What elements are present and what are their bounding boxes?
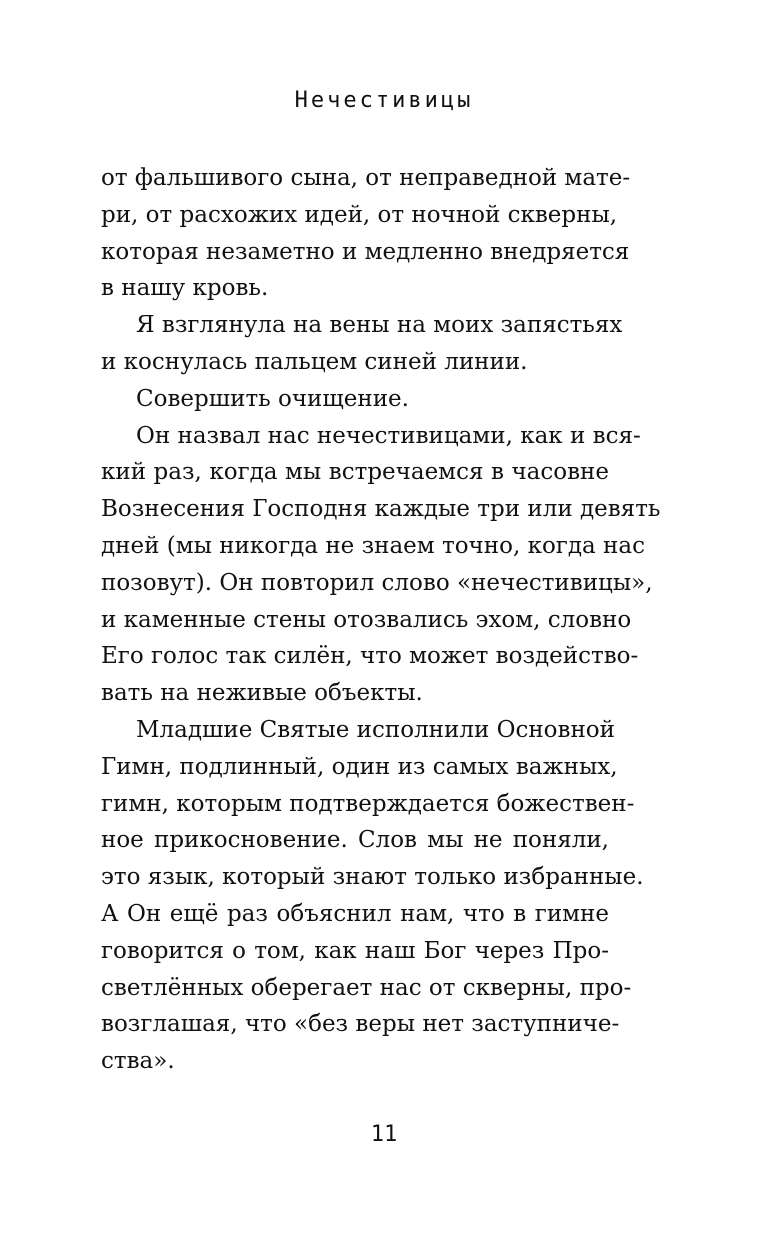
paragraph-4: [101, 418, 661, 712]
text-line: Совершить очищение.: [136, 385, 409, 412]
paragraph-1: [101, 160, 631, 307]
page-number: 11: [370, 1122, 398, 1147]
text-line: дней (мы никогда не знаем точно, когда нас: [101, 532, 645, 559]
text-line: ное прикосновение. Слов мы не поняли,: [101, 827, 609, 854]
text-line: вать на неживые объекты.: [101, 680, 423, 707]
text-line: Я взглянула на вены на моих запястьях: [136, 312, 623, 339]
text-line: Младшие Святые исполнили Основной: [136, 716, 615, 743]
text-line: кий раз, когда мы встречаемся в часовне: [101, 459, 609, 486]
text-line: А Он ещё раз объяснил нам, что в гимне: [101, 900, 609, 927]
text-line: Гимн, подлинный, один из самых важных,: [101, 753, 618, 780]
text-line: Его голос так силён, что может воздейство-: [101, 643, 639, 670]
text-line: ства».: [101, 1048, 175, 1075]
text-line: это язык, который знают только избранные.: [101, 864, 644, 891]
text-line: говорится о том, как наш Бог через Про-: [101, 937, 609, 964]
text-line: которая незаметно и медленно внедряется: [101, 238, 630, 265]
text-line: возглашая, что «без веры нет заступниче-: [101, 1011, 620, 1038]
paragraph-2: [101, 307, 623, 381]
text-line: гимн, которым подтверждается божествен-: [101, 790, 635, 817]
text-line: в нашу кровь.: [101, 275, 269, 302]
text-line: Он назвал нас нечестивицами, как и вся-: [136, 422, 641, 449]
running-header: Нечестивицы: [294, 88, 474, 113]
text-line: Вознесения Господня каждые три или девять: [101, 496, 661, 523]
paragraph-3: [101, 381, 609, 418]
text-line: и коснулась пальцем синей линии.: [101, 348, 528, 375]
paragraph-5: [101, 712, 644, 1080]
text-line: позовут). Он повторил слово «нечестивицы»,: [101, 569, 653, 596]
text-line: и каменные стены отозвались эхом, словно: [101, 606, 632, 633]
text-line: от фальшивого сына, от неправедной мате-: [101, 165, 631, 191]
body-text: [101, 160, 661, 1080]
text-line: светлённых оберегает нас от скверны, про-: [101, 974, 632, 1001]
text-line: ри, от расхожих идей, от ночной скверны,: [101, 201, 618, 228]
